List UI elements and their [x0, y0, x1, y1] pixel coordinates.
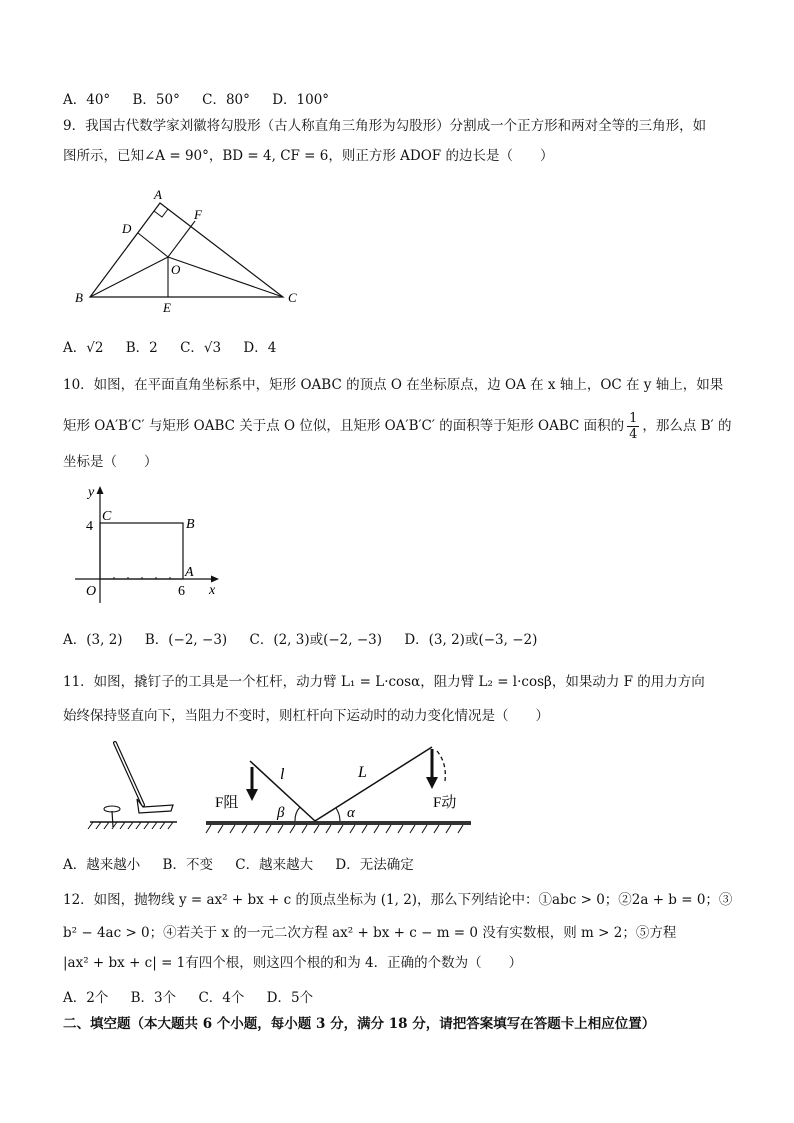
- q9-triangle-abc: [90, 203, 283, 297]
- q9-right-angle-mark: [154, 209, 168, 217]
- q10-label-y: y: [88, 485, 95, 500]
- q10-tick-6: 6: [178, 584, 185, 599]
- q12-option-d: D．5个: [266, 990, 314, 1006]
- q11-long-arm: [315, 747, 432, 821]
- q12-option-c: C．4个: [198, 990, 245, 1006]
- q9-option-b: B．2: [125, 340, 158, 356]
- q11-tool-illustration: [88, 743, 177, 829]
- q11-option-b: B．不变: [162, 857, 213, 873]
- q11-option-d: D．无法确定: [335, 857, 414, 873]
- q10-label-b: B: [186, 517, 195, 532]
- q9-stem-line2: 图所示，已知∠A = 90°，BD = 4, CF = 6，则正方形 ADOF 的边长是（ ）: [63, 148, 554, 164]
- q12-options: [63, 988, 331, 1008]
- q9-options: [63, 338, 294, 358]
- q10-option-b: B．(−2, −3): [144, 632, 228, 648]
- q9-segment-co: [168, 257, 283, 297]
- q11-drive-arrowhead: [426, 777, 438, 789]
- q11-option-c: C．越来越大: [235, 857, 314, 873]
- q11-label-f-resist: F阻: [215, 795, 239, 811]
- q9-option-c: C．√3: [180, 340, 222, 356]
- q11-label-beta: β: [277, 805, 285, 821]
- q11-label-big-l: L: [358, 764, 367, 781]
- q10-option-d: D．(3, 2)或(−3, −2): [404, 632, 538, 648]
- q9-option-d: D．4: [243, 340, 277, 356]
- q8-options: [63, 90, 347, 110]
- q10-tick-4: 4: [86, 519, 93, 534]
- q10-option-c: C．(2, 3)或(−2, −3): [249, 632, 383, 648]
- q11-label-l: l: [280, 766, 285, 783]
- q11-options: [63, 855, 432, 875]
- q12-option-a: A．2个: [63, 990, 109, 1006]
- q8-option-d: D．100°: [272, 92, 330, 108]
- q9-segment-fo: [168, 221, 195, 257]
- q11-option-a: A．越来越小: [63, 857, 141, 873]
- q10-label-c: C: [102, 509, 112, 524]
- q11-ground-bar: [206, 821, 471, 825]
- q12-stem-line3: |ax² + bx + c| = 1有四个根，则这四个根的和为 4．正确的个数为（ ）: [63, 955, 523, 971]
- q9-figure: [70, 185, 310, 315]
- q9-segment-do: [138, 233, 168, 257]
- q9-label-a: A: [154, 187, 162, 202]
- q11-beta-arc: [295, 807, 300, 821]
- q10-stem-line2-a: 矩形 OA′B′C′ 与矩形 OABC 关于点 O 位似，且矩形 OA′B′C′ 的面积等于矩形 OABC 面积的: [63, 418, 625, 434]
- q11-alpha-arc: [336, 808, 340, 821]
- q9-label-o: O: [171, 262, 181, 277]
- q10-fraction-numerator: 1: [629, 411, 638, 426]
- section2-title: 二、填空题（本大题共 6 个小题，每小题 3 分，满分 18 分，请把答案填写在答题卡上相应位置）: [63, 1016, 656, 1032]
- q11-stem-line2: 始终保持竖直向下，当阻力不变时，则杠杆向下运动时的动力变化情况是（ ）: [63, 708, 549, 724]
- q10-fraction-denominator: 4: [629, 427, 638, 442]
- q11-stem-line1: 11．如图，撬钉子的工具是一个杠杆，动力臂 L₁ = L·cosα，阻力臂 L₂ = l·cosβ，如果动力 F 的用力方向: [63, 674, 705, 690]
- q9-segment-bo: [90, 257, 168, 297]
- q11-motion-path: [437, 751, 445, 781]
- q10-stem-line1: 10．如图，在平面直角坐标系中，矩形 OABC 的顶点 O 在坐标原点，边 OA 在 x 轴上，OC 在 y 轴上，如果: [63, 377, 724, 393]
- q10-fraction: [627, 411, 639, 442]
- q8-option-c: C．80°: [202, 92, 250, 108]
- q9-label-b: B: [75, 290, 83, 305]
- q10-y-arrow: [97, 486, 104, 494]
- q10-options: [63, 630, 555, 650]
- q12-stem-line1: 12．如图，抛物线 y = ax² + bx + c 的顶点坐标为 (1, 2)，那么下列结论中：①abc > 0；②2a + b = 0；③: [63, 892, 733, 908]
- q10-label-a: A: [185, 565, 194, 580]
- q8-option-a: A．40°: [63, 92, 111, 108]
- q9-label-f: F: [194, 207, 202, 222]
- q11-label-alpha: α: [347, 805, 355, 821]
- q12-stem-line2: b² − 4ac > 0；④若关于 x 的一元二次方程 ax² + bx + c − m = 0 没有实数根，则 m > 2；⑤方程: [63, 925, 677, 941]
- q9-label-c: C: [288, 290, 297, 305]
- q8-option-b: B．50°: [132, 92, 180, 108]
- q10-label-x: x: [209, 583, 216, 598]
- q11-resist-arrowhead: [246, 789, 258, 801]
- q11-label-f-drive: F动: [433, 795, 457, 811]
- q9-stem-line1: 9．我国古代数学家刘徽将勾股形（古人称直角三角形为勾股形）分割成一个正方形和两对全等的三角形，如: [63, 118, 707, 134]
- q10-stem-line3: 坐标是（ ）: [63, 454, 158, 470]
- q11-ground-hatching: [206, 825, 463, 833]
- q10-x-arrow: [211, 576, 219, 583]
- q10-rectangle-oabc: [100, 523, 183, 579]
- q10-option-a: A．(3, 2): [63, 632, 123, 648]
- q9-label-d: D: [122, 221, 132, 236]
- q10-figure: [75, 478, 235, 603]
- q10-label-o: O: [86, 584, 97, 599]
- q11-figure: [85, 737, 475, 837]
- q12-option-b: B．3个: [130, 990, 177, 1006]
- q10-stem-line2-b: ，那么点 B′ 的: [642, 418, 732, 434]
- q9-option-a: A．√2: [63, 340, 104, 356]
- q9-label-e: E: [163, 300, 171, 315]
- q10-stem-line2: [63, 411, 732, 442]
